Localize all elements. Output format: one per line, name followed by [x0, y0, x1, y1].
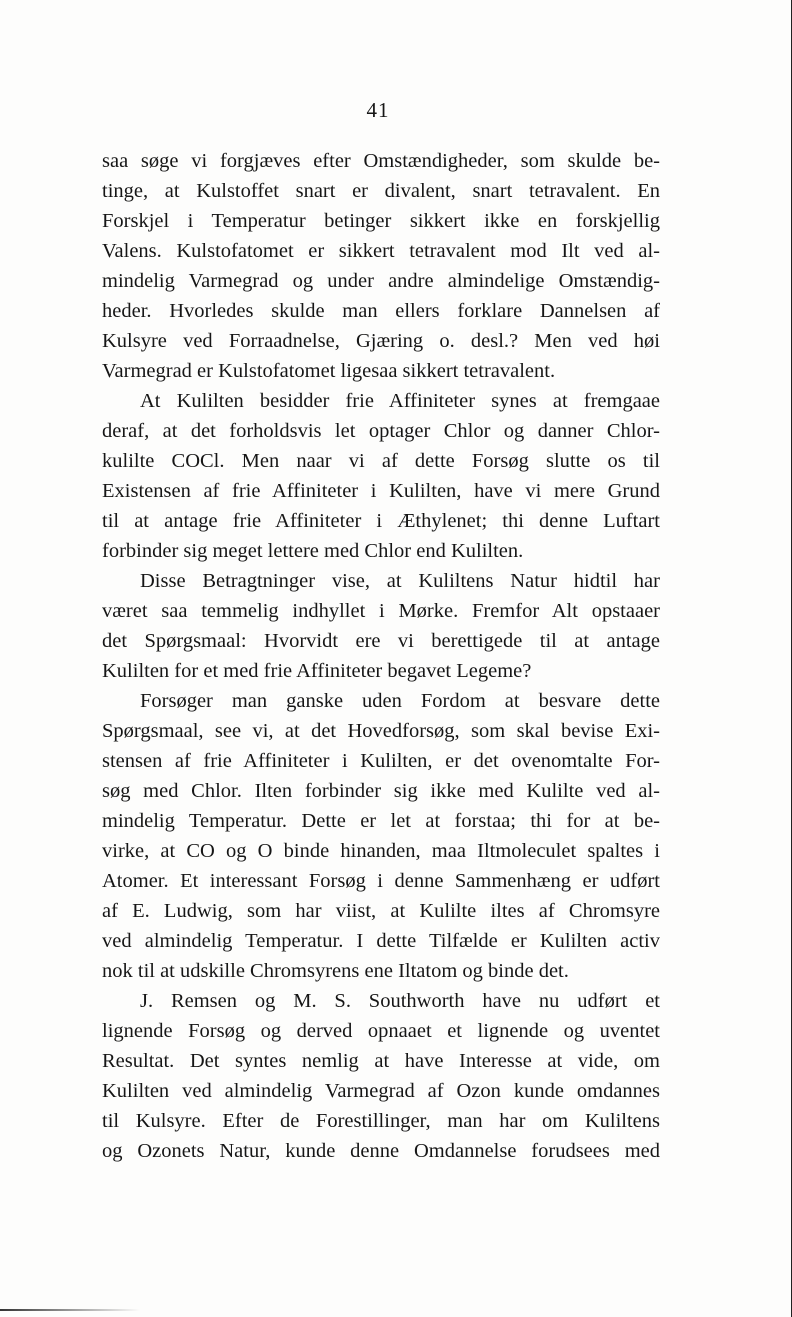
paragraph — [102, 566, 660, 686]
text-line: heder. Hvorledes skulde man ellers forklare Dannelsen af — [102, 300, 660, 322]
text-line: til Kulsyre. Efter de Forestillinger, man har om Kuliltens — [102, 1110, 660, 1132]
text-line: Forskjel i Temperatur betinger sikkert ikke en forskjellig — [102, 210, 660, 232]
text-line: J. Remsen og M. S. Southworth have nu udført et — [140, 990, 660, 1012]
text-line: af E. Ludwig, som har viist, at Kulilte iltes af Chromsyre — [102, 900, 660, 922]
text-line: Existensen af frie Affiniteter i Kulilten, have vi mere Grund — [102, 480, 660, 502]
text-line: deraf, at det forholdsvis let optager Chlor og danner Chlor- — [102, 420, 660, 442]
page-number: 41 — [366, 98, 390, 122]
text-line: mindelig Varmegrad og under andre almindelige Omstændig- — [102, 270, 660, 292]
text-line: været saa temmelig indhyllet i Mørke. Fremfor Alt opstaaer — [102, 600, 660, 622]
text-line: At Kulilten besidder frie Affiniteter synes at fremgaae — [140, 390, 660, 412]
paragraph — [102, 386, 660, 566]
text-line: Spørgsmaal, see vi, at det Hovedforsøg, som skal bevise Exi- — [102, 720, 660, 742]
text-line: forbinder sig meget lettere med Chlor end Kulilten. — [102, 540, 524, 562]
text-line: tinge, at Kulstoffet snart er divalent, snart tetravalent. En — [102, 180, 660, 202]
text-line: Forsøger man ganske uden Fordom at besvare dette — [140, 690, 660, 712]
text-line: Kulilten ved almindelig Varmegrad af Ozon kunde omdannes — [102, 1080, 660, 1102]
text-line: det Spørgsmaal: Hvorvidt ere vi berettigede til at antage — [102, 630, 660, 652]
text-line: virke, at CO og O binde hinanden, maa Iltmoleculet spaltes i — [102, 840, 660, 862]
text-line: nok til at udskille Chromsyrens ene Iltatom og binde det. — [102, 960, 569, 982]
page-edge-bottom — [0, 1309, 140, 1311]
text-line: lignende Forsøg og derved opnaaet et lignende og uventet — [102, 1020, 660, 1042]
text-line: Kulilten for et med frie Affiniteter begavet Legeme? — [102, 660, 532, 682]
text-line: og Ozonets Natur, kunde denne Omdannelse forudsees med — [102, 1140, 660, 1162]
text-line: til at antage frie Affiniteter i Æthylenet; thi denne Luftart — [102, 510, 660, 532]
text-line: Valens. Kulstofatomet er sikkert tetravalent mod Ilt ved al- — [102, 240, 660, 262]
text-line: mindelig Temperatur. Dette er let at forstaa; thi for at be- — [102, 810, 660, 832]
paragraph — [102, 686, 660, 986]
text-line: Disse Betragtninger vise, at Kuliltens Natur hidtil har — [140, 570, 660, 592]
paragraph — [102, 146, 660, 386]
text-line: ved almindelig Temperatur. I dette Tilfælde er Kulilten activ — [102, 930, 660, 952]
text-line: stensen af frie Affiniteter i Kulilten, er det ovenomtalte For- — [102, 750, 660, 772]
text-line: Varmegrad er Kulstofatomet ligesaa sikkert tetravalent. — [102, 360, 556, 382]
body-text — [102, 146, 660, 1166]
text-line: saa søge vi forgjæves efter Omstændigheder, som skulde be- — [102, 150, 660, 172]
text-line: Resultat. Det syntes nemlig at have Interesse at vide, om — [102, 1050, 660, 1072]
text-line: søg med Chlor. Ilten forbinder sig ikke med Kulilte ved al- — [102, 780, 660, 802]
text-line: Kulsyre ved Forraadnelse, Gjæring o. desl.? Men ved høi — [102, 330, 660, 352]
paragraph — [102, 986, 660, 1166]
text-line: kulilte COCl. Men naar vi af dette Forsøg slutte os til — [102, 450, 660, 472]
text-line: Atomer. Et interessant Forsøg i denne Sammenhæng er udført — [102, 870, 660, 892]
